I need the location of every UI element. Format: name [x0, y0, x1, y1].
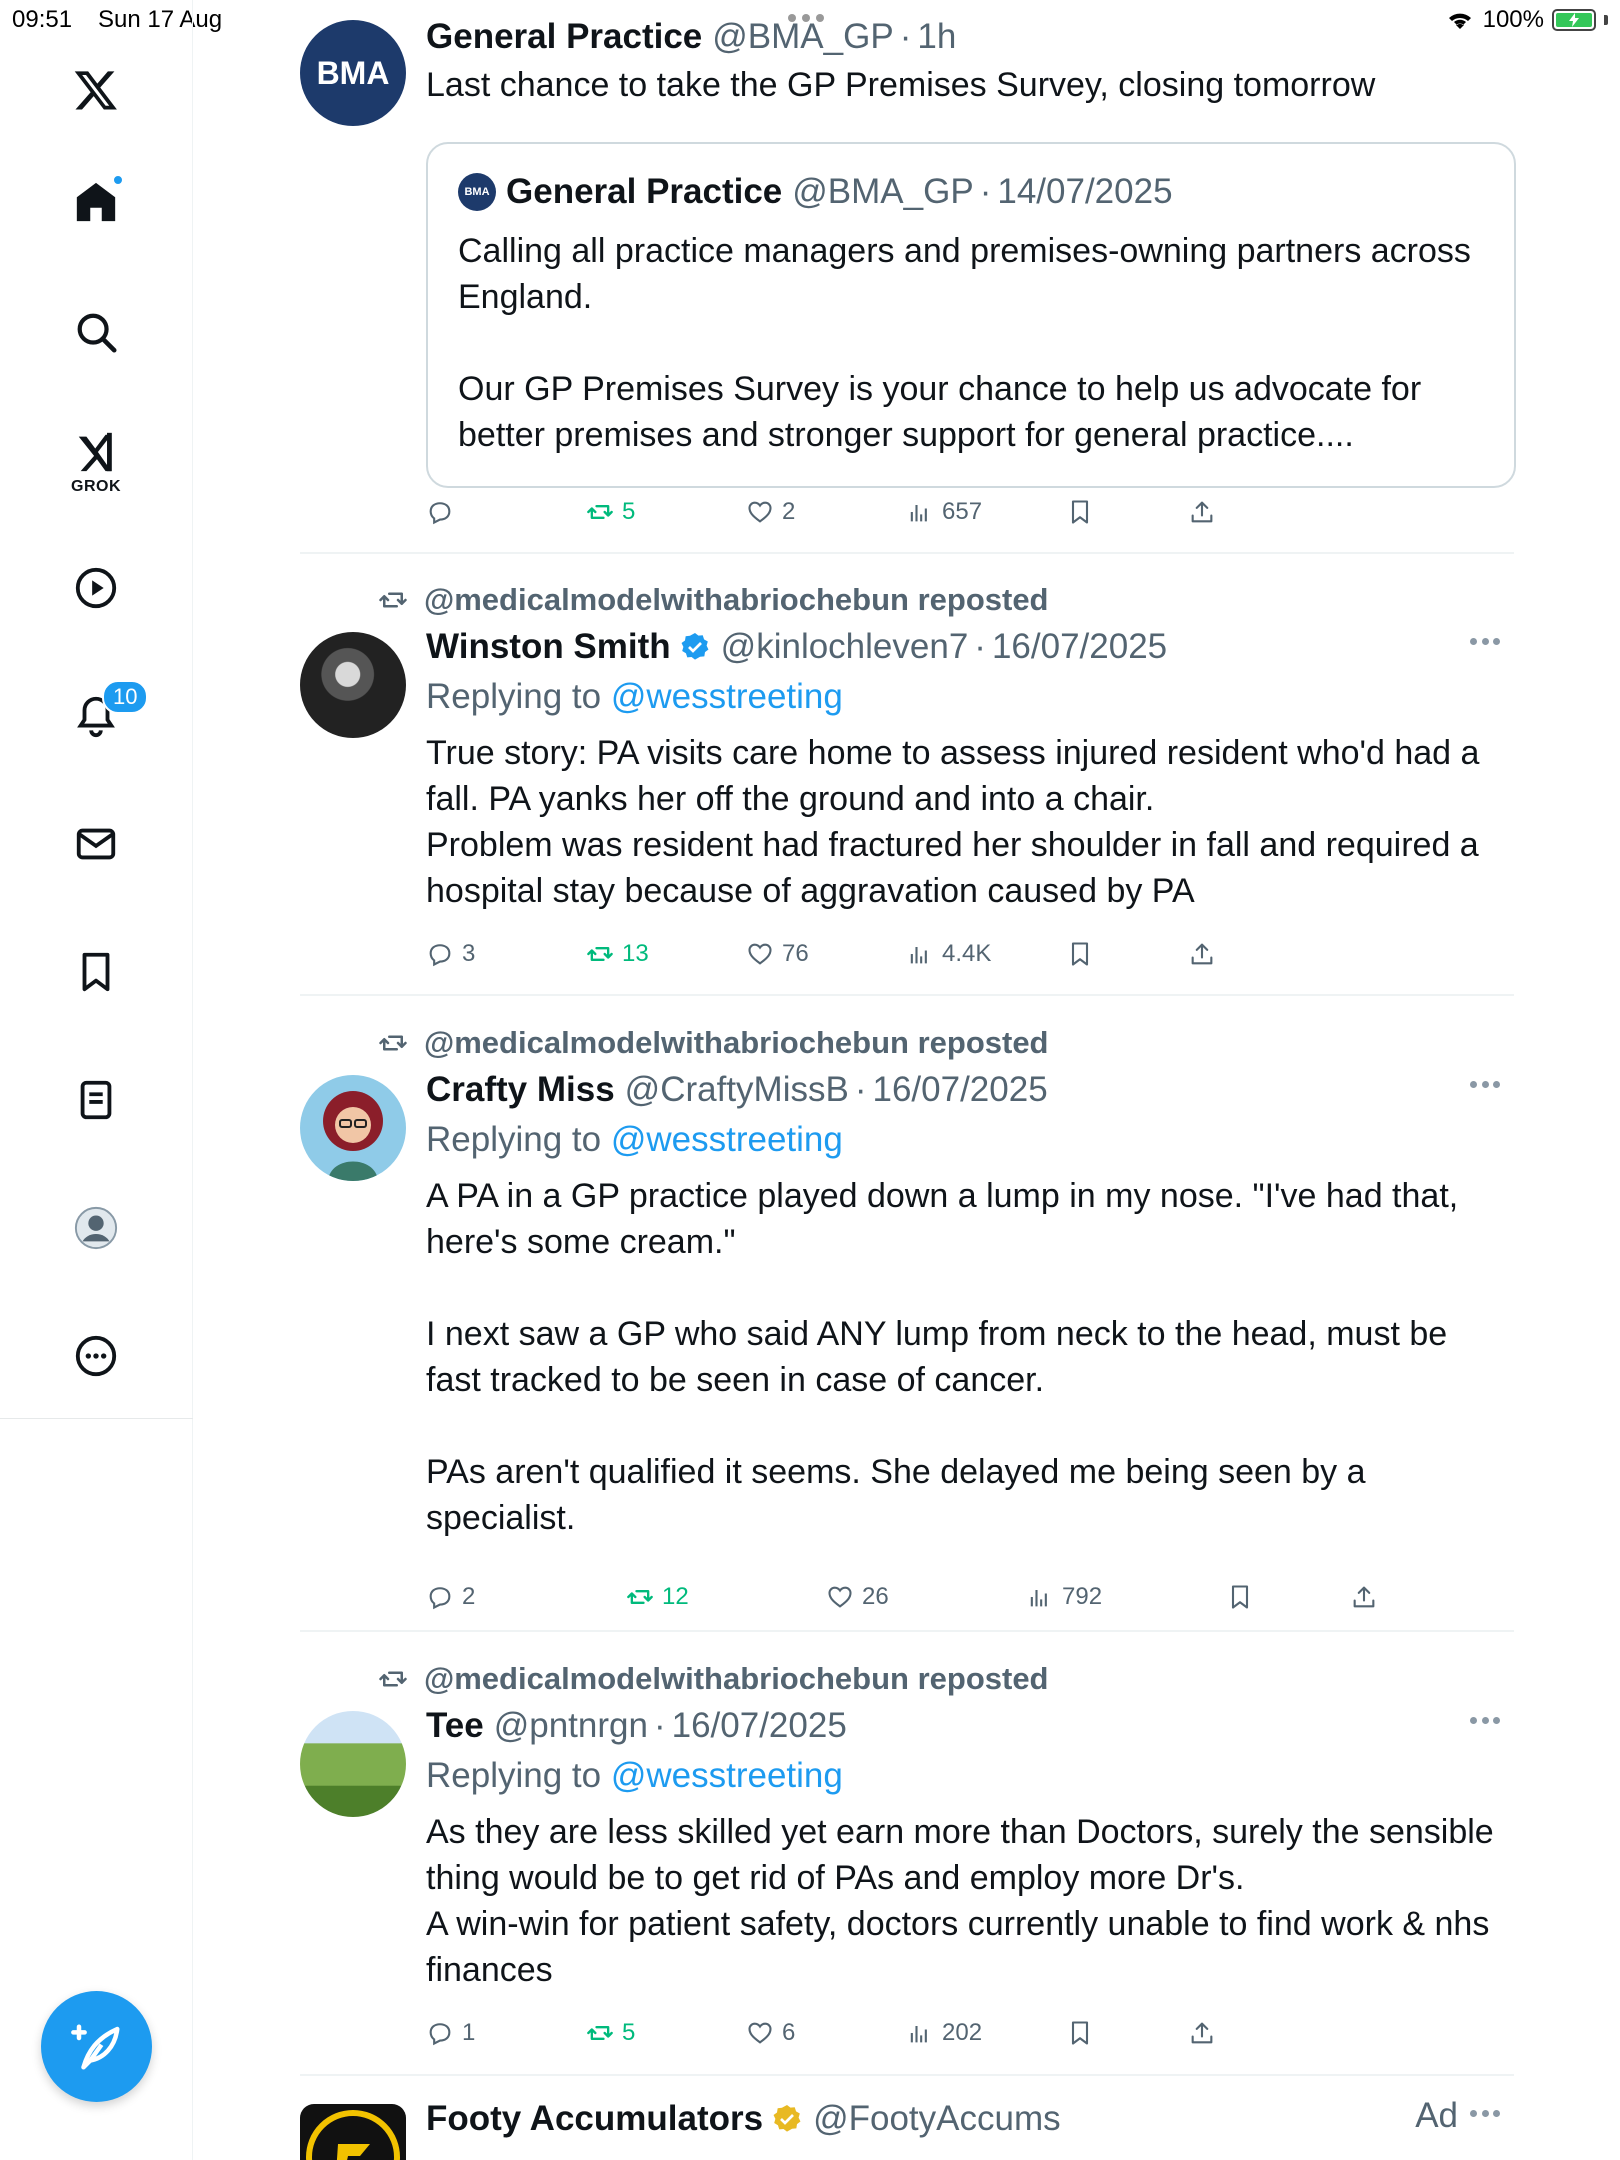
lists-icon[interactable]: [66, 1070, 126, 1130]
bookmark-icon: [1226, 1583, 1254, 1611]
avatar[interactable]: [300, 1711, 406, 1817]
more-options-icon[interactable]: [1470, 2110, 1500, 2120]
repost-attribution[interactable]: @medicalmodelwithabriochebun reposted: [376, 582, 1049, 618]
avatar[interactable]: [300, 1075, 406, 1181]
tweet-time[interactable]: 1h: [917, 17, 957, 56]
repost-icon: [626, 1583, 654, 1611]
tweet-separator: [300, 2074, 1514, 2076]
tweet-separator: [300, 1630, 1514, 1632]
views-icon: [1026, 1583, 1054, 1611]
bookmark-icon: [1066, 498, 1094, 526]
avatar[interactable]: [300, 2104, 406, 2160]
avatar[interactable]: [300, 632, 406, 738]
more-options-icon[interactable]: [66, 1326, 126, 1386]
views-icon: [906, 2019, 934, 2047]
sidebar: [0, 0, 193, 2160]
replying-to: Replying to @wesstreeting: [426, 1120, 843, 1159]
share-icon: [1188, 940, 1216, 968]
repost-attribution[interactable]: @medicalmodelwithabriochebun reposted: [376, 1025, 1049, 1061]
share-button[interactable]: [1188, 934, 1216, 974]
notifications-icon[interactable]: [66, 684, 138, 746]
views-button[interactable]: 657: [906, 492, 982, 532]
author-handle[interactable]: @kinlochleven7: [720, 627, 969, 666]
tweet-separator: [300, 994, 1514, 996]
quote-avatar: BMA: [458, 173, 496, 211]
repost-icon: [376, 585, 410, 615]
reply-to-link[interactable]: @wesstreeting: [610, 1120, 843, 1159]
bookmark-button[interactable]: [1226, 1577, 1254, 1617]
share-button[interactable]: [1350, 1577, 1378, 1617]
tweet-text: A PA in a GP practice played down a lump in my nose. "I've had that, here's some cream." I next saw a GP who said ANY lump from neck to the head, must be fast tracked to be seen in case of cancer. PAs aren't qualified it seems. She delayed me being seen by a specialist.: [426, 1177, 1459, 1537]
heart-icon: [746, 940, 774, 968]
bookmark-button[interactable]: [1066, 2013, 1094, 2053]
repost-icon: [586, 2019, 614, 2047]
tweet-text: Last chance to take the GP Premises Survey, closing tomorrow: [426, 66, 1376, 104]
repost-attribution[interactable]: @medicalmodelwithabriochebun reposted: [376, 1661, 1049, 1697]
battery-icon: [1552, 9, 1596, 31]
notifications-badge: 10: [102, 680, 148, 714]
repost-button[interactable]: 5: [586, 492, 635, 532]
messages-icon[interactable]: [66, 814, 126, 874]
home-icon[interactable]: [66, 172, 126, 232]
grok-label: GROK: [71, 478, 121, 495]
repost-icon: [586, 940, 614, 968]
tweet-time[interactable]: 16/07/2025: [991, 627, 1168, 666]
share-icon: [1188, 498, 1216, 526]
home-unread-dot: [112, 174, 124, 186]
replying-to: Replying to @wesstreeting: [426, 677, 843, 716]
video-icon[interactable]: [66, 558, 126, 618]
verified-gold-badge-icon: [771, 2103, 803, 2135]
quote-author-name: General Practice: [506, 172, 783, 211]
bookmark-button[interactable]: [1066, 492, 1094, 532]
reply-icon: [426, 498, 454, 526]
share-icon: [1350, 1583, 1378, 1611]
profile-avatar-icon[interactable]: [66, 1198, 126, 1258]
heart-icon: [746, 498, 774, 526]
avatar[interactable]: BMA: [300, 20, 406, 126]
author-name[interactable]: Winston Smith: [426, 627, 671, 666]
author-name[interactable]: Tee: [426, 1706, 484, 1745]
repost-icon: [376, 1028, 410, 1058]
tweet-separator: [300, 552, 1514, 554]
author-handle[interactable]: @FootyAccums: [813, 2099, 1061, 2138]
battery-percent: 100%: [1482, 6, 1544, 33]
author-handle[interactable]: @pntnrgn: [493, 1706, 648, 1745]
tweet-actions: [426, 934, 1246, 974]
sidebar-divider: [0, 1418, 193, 1419]
author-handle[interactable]: @BMA_GP: [712, 17, 894, 56]
replying-to: Replying to @wesstreeting: [426, 1756, 843, 1795]
repost-button[interactable]: 5: [586, 2013, 635, 2053]
heart-icon: [746, 2019, 774, 2047]
repost-button[interactable]: 13: [586, 934, 649, 974]
x-logo-icon[interactable]: [66, 60, 126, 120]
bookmarks-icon[interactable]: [66, 942, 126, 1002]
compose-feather-icon: [70, 2020, 124, 2074]
repost-icon: [586, 498, 614, 526]
reply-icon: [426, 1583, 454, 1611]
like-button[interactable]: 76: [746, 934, 809, 974]
author-name[interactable]: Crafty Miss: [426, 1070, 615, 1109]
reply-button[interactable]: [426, 492, 462, 532]
reply-to-link[interactable]: @wesstreeting: [610, 677, 843, 716]
share-icon: [1188, 2019, 1216, 2047]
heart-icon: [826, 1583, 854, 1611]
tweet-actions: [426, 2013, 1246, 2053]
more-options-icon[interactable]: [1470, 1717, 1500, 1727]
quote-text: Calling all practice managers and premises-owning partners across England. Our GP Premises Survey is your chance to help us advocate for better premises and stronger support for general practice....: [458, 232, 1471, 454]
like-button[interactable]: 2: [746, 492, 795, 532]
tweet-text: True story: PA visits care home to assess injured resident who'd had a fall. PA yanks her off the ground and into a chair. Problem was resident had fractured her shoulder in fall and required a hospital stay because of aggravation caused by PA: [426, 734, 1480, 910]
views-icon: [906, 940, 934, 968]
share-button[interactable]: [1188, 492, 1216, 532]
author-handle[interactable]: @CraftyMissB: [624, 1070, 849, 1109]
status-time: 09:51: [12, 6, 73, 33]
more-options-icon[interactable]: [1470, 638, 1500, 648]
more-options-icon[interactable]: [1470, 1081, 1500, 1091]
tweet-time[interactable]: 16/07/2025: [872, 1070, 1048, 1109]
quoted-tweet[interactable]: BMA General Practice @BMA_GP · 14/07/2025 Calling all practice managers and premises-owning partners across England. Our GP Premises Survey is your chance to help us advocate for better premises and stronger support for general practice....: [426, 142, 1516, 488]
repost-icon: [376, 1664, 410, 1694]
views-icon: [906, 498, 934, 526]
tweet-text: As they are less skilled yet earn more than Doctors, surely the sensible thing would be to get rid of PAs and employ more Dr's. A win-win for patient safety, doctors currently unable to find work & nhs finances: [426, 1813, 1494, 1989]
author-name[interactable]: General Practice: [426, 17, 703, 56]
like-button[interactable]: 26: [826, 1577, 889, 1617]
reply-icon: [426, 940, 454, 968]
author-name[interactable]: Footy Accumulators: [426, 2099, 764, 2138]
reply-button[interactable]: 2: [426, 1577, 475, 1617]
quote-date: 14/07/2025: [997, 172, 1173, 211]
reply-icon: [426, 2019, 454, 2047]
views-button[interactable]: 792: [1026, 1577, 1102, 1617]
reply-to-link[interactable]: @wesstreeting: [610, 1756, 843, 1795]
compose-post-button[interactable]: [41, 1991, 152, 2102]
views-button[interactable]: 202: [906, 2013, 982, 2053]
bookmark-button[interactable]: [1066, 934, 1094, 974]
quote-author-handle: @BMA_GP: [792, 172, 974, 211]
share-button[interactable]: [1188, 2013, 1216, 2053]
bookmark-icon: [1066, 2019, 1094, 2047]
tweet-time[interactable]: 16/07/2025: [671, 1706, 847, 1745]
views-button[interactable]: 4.4K: [906, 934, 991, 974]
repost-button[interactable]: 12: [626, 1577, 689, 1617]
verified-badge-icon: [679, 631, 711, 663]
ad-label: Ad: [1415, 2096, 1458, 2135]
tweet-actions: [426, 492, 1246, 532]
reply-button[interactable]: 3: [426, 934, 475, 974]
status-date: Sun 17 Aug: [98, 6, 223, 33]
grok-icon[interactable]: [66, 422, 126, 482]
search-icon[interactable]: [66, 302, 126, 362]
tweet-actions: [426, 1577, 1426, 1617]
like-button[interactable]: 6: [746, 2013, 795, 2053]
bookmark-icon: [1066, 940, 1094, 968]
reply-button[interactable]: 1: [426, 2013, 475, 2053]
